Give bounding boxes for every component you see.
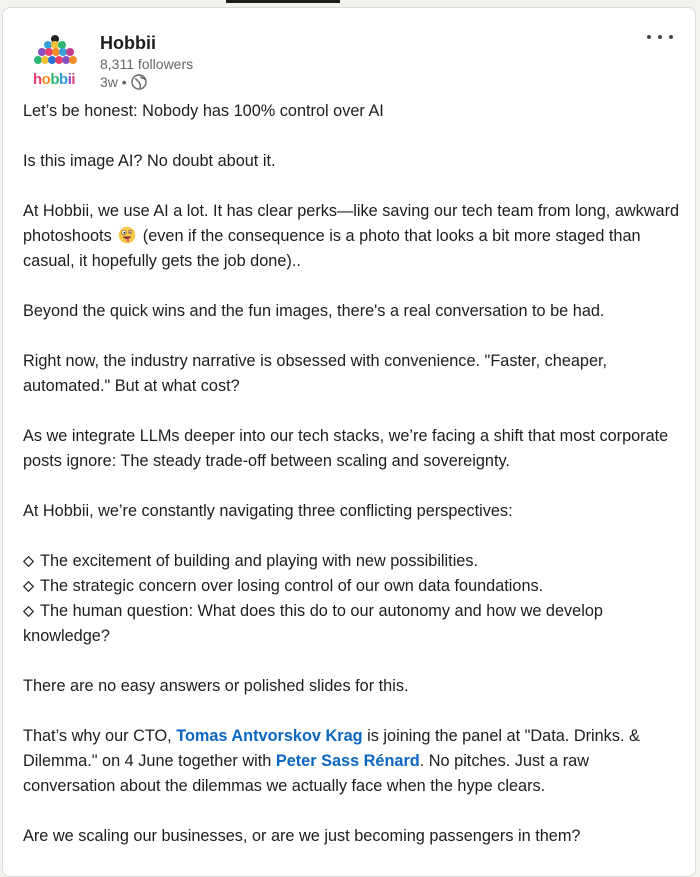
post-text [23, 99, 683, 849]
bullet-item: The human question: What does this do to our autonomy and how we develop knowledge? [23, 602, 603, 645]
paragraph: Is this image AI? No doubt about it. [23, 152, 276, 170]
more-options-icon[interactable] [647, 28, 673, 46]
paragraph: Beyond the quick wins and the fun images, there's a real conversation to be had. [23, 302, 605, 320]
mention-link[interactable]: Peter Sass Rénard [275, 752, 420, 770]
paragraph: As we integrate LLMs deeper into our tech stacks, we’re facing a shift that most corporate posts ignore: The steady trade-off between scaling and sovereignty. [23, 427, 669, 470]
post-meta [100, 73, 400, 91]
zany-face-emoji-icon [118, 226, 136, 244]
bullet-item: The strategic concern over losing control of our own data foundations. [23, 574, 683, 599]
author-info [100, 32, 400, 91]
yarn-balls-logo-icon [31, 34, 79, 74]
post-card [2, 7, 696, 877]
logo-wordmark: hobbii [33, 71, 76, 88]
diamond-outline-icon [23, 606, 34, 617]
diamond-outline-icon [23, 581, 34, 592]
follower-count: 8,311 followers [100, 56, 194, 72]
paragraph: At Hobbii, we use AI a lot. It has clear perks—like saving our tech team from long, awkward photoshoots (even if the consequence is a photo that looks a bit more staged than casual, it hopefully gets the job done).. [23, 202, 680, 270]
paragraph: At Hobbii, we’re constantly navigating three conflicting perspectives: [23, 502, 513, 520]
globe-icon [131, 74, 147, 90]
paragraph: Are we scaling our businesses, or are we just becoming passengers in them? [23, 827, 581, 845]
paragraph: There are no easy answers or polished slides for this. [23, 677, 409, 695]
diamond-outline-icon [23, 556, 34, 567]
paragraph: That’s why our CTO, Tomas Antvorskov Krag is joining the panel at "Data. Drinks. & Dilemma." on 4 June together with Peter Sass Rénard. No pitches. Just a raw conversation about the dilemmas we actually face when the hype clears. [23, 727, 640, 795]
mention-link[interactable]: Tomas Antvorskov Krag [176, 727, 363, 745]
paragraph: Let’s be honest: Nobody has 100% control over AI [23, 102, 384, 120]
bullet-item: The excitement of building and playing with new possibilities. [23, 549, 683, 574]
author-name[interactable]: Hobbii [100, 33, 156, 53]
post-time: 3w • [100, 74, 127, 90]
top-bar-edge [226, 0, 340, 3]
company-logo[interactable] [31, 34, 79, 86]
paragraph: Right now, the industry narrative is obsessed with convenience. "Faster, cheaper, automated." But at what cost? [23, 352, 608, 395]
